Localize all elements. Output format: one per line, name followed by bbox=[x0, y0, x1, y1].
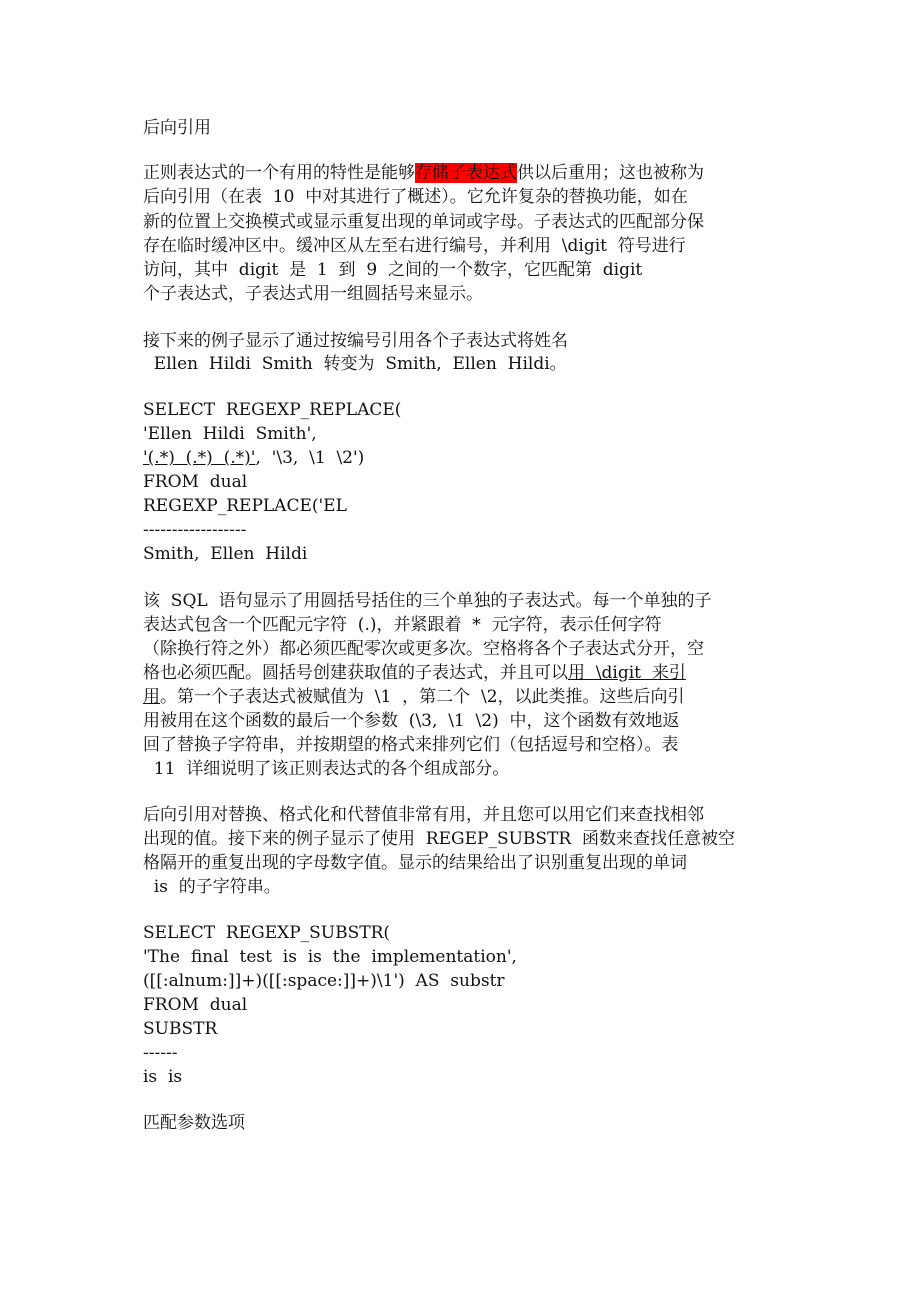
paragraph-line: 11 详细说明了该正则表达式的各个组成部分。 bbox=[143, 759, 510, 779]
paragraph-line: 个子表达式，子表达式用一组圆括号来显示。 bbox=[143, 284, 483, 304]
paragraph-line: 存在临时缓冲区中。缓冲区从左至右进行编号，并利用 \digit 符号进行 bbox=[143, 236, 686, 256]
code-line: 'Ellen Hildi Smith', bbox=[143, 424, 317, 444]
code-line: FROM dual bbox=[143, 472, 248, 492]
text-run: 格也必须匹配。圆括号创建获取值的子表达式，并且可以 bbox=[143, 663, 568, 683]
section-heading: 匹配参数选项 bbox=[143, 1113, 245, 1133]
paragraph-line: 接下来的例子显示了通过按编号引用各个子表达式将姓名 bbox=[143, 331, 568, 351]
code-line: Smith, Ellen Hildi bbox=[143, 544, 308, 564]
code-line bbox=[143, 446, 364, 470]
text-run: , '\3, \1 \2') bbox=[255, 448, 365, 468]
text-run: 。第一个子表达式被赋值为 \1 ，第二个 \2，以此类推。这些后向引 bbox=[160, 687, 685, 707]
code-line: ([[:alnum:]]+)([[:space:]]+)\1') AS substr bbox=[143, 971, 505, 991]
text-run: 供以后重用；这也被称为 bbox=[517, 163, 704, 183]
code-line: 'The final test is is the implementation', bbox=[143, 947, 517, 967]
paragraph-line: 访问，其中 digit 是 1 到 9 之间的一个数字，它匹配第 digit bbox=[143, 260, 643, 280]
paragraph-line bbox=[143, 661, 686, 685]
paragraph-line bbox=[143, 161, 704, 185]
code-line: SELECT REGEXP_REPLACE( bbox=[143, 400, 402, 420]
paragraph-line: is 的子字符串。 bbox=[143, 877, 281, 897]
section-heading: 后向引用 bbox=[143, 118, 211, 138]
underlined-text: 用 bbox=[143, 687, 160, 707]
paragraph-line: 回了替换子字符串，并按期望的格式来排列它们（包括逗号和空格）。表 bbox=[143, 735, 679, 755]
code-line: SUBSTR bbox=[143, 1019, 218, 1039]
paragraph-line: Ellen Hildi Smith 转变为 Smith, Ellen Hildi。 bbox=[143, 354, 567, 374]
code-line: FROM dual bbox=[143, 995, 248, 1015]
underlined-text: '(.*) (.*) (.*)' bbox=[143, 448, 256, 468]
paragraph-line: 用被用在这个函数的最后一个参数 (\3, \1 \2) 中，这个函数有效地返 bbox=[143, 711, 680, 731]
code-line: ------ bbox=[143, 1043, 178, 1063]
code-line: ------------------ bbox=[143, 520, 247, 540]
text-run: 正则表达式的一个有用的特性是能够 bbox=[143, 163, 415, 183]
paragraph-line: 该 SQL 语句显示了用圆括号括住的三个单独的子表达式。每一个单独的子 bbox=[143, 591, 712, 611]
paragraph-line: 格隔开的重复出现的字母数字值。显示的结果给出了识别重复出现的单词 bbox=[143, 853, 687, 873]
highlighted-text: 存储子表达式 bbox=[415, 163, 517, 183]
code-line: REGEXP_REPLACE('EL bbox=[143, 496, 347, 516]
code-line: is is bbox=[143, 1067, 183, 1087]
paragraph-line: 新的位置上交换模式或显示重复出现的单词或字母。子表达式的匹配部分保 bbox=[143, 212, 704, 232]
paragraph-line: 出现的值。接下来的例子显示了使用 REGEP_SUBSTR 函数来查找任意被空 bbox=[143, 829, 736, 849]
underlined-text: 用 \digit 来引 bbox=[568, 663, 686, 683]
code-line: SELECT REGEXP_SUBSTR( bbox=[143, 923, 391, 943]
paragraph-line: 后向引用（在表 10 中对其进行了概述）。它允许复杂的替换功能，如在 bbox=[143, 187, 688, 207]
paragraph-line: 后向引用对替换、格式化和代替值非常有用，并且您可以用它们来查找相邻 bbox=[143, 805, 704, 825]
paragraph-line bbox=[143, 685, 685, 709]
paragraph-line: 表达式包含一个匹配元字符 (.)，并紧跟着 * 元字符，表示任何字符 bbox=[143, 615, 662, 635]
paragraph-line: （除换行符之外）都必须匹配零次或更多次。空格将各个子表达式分开，空 bbox=[143, 639, 704, 659]
